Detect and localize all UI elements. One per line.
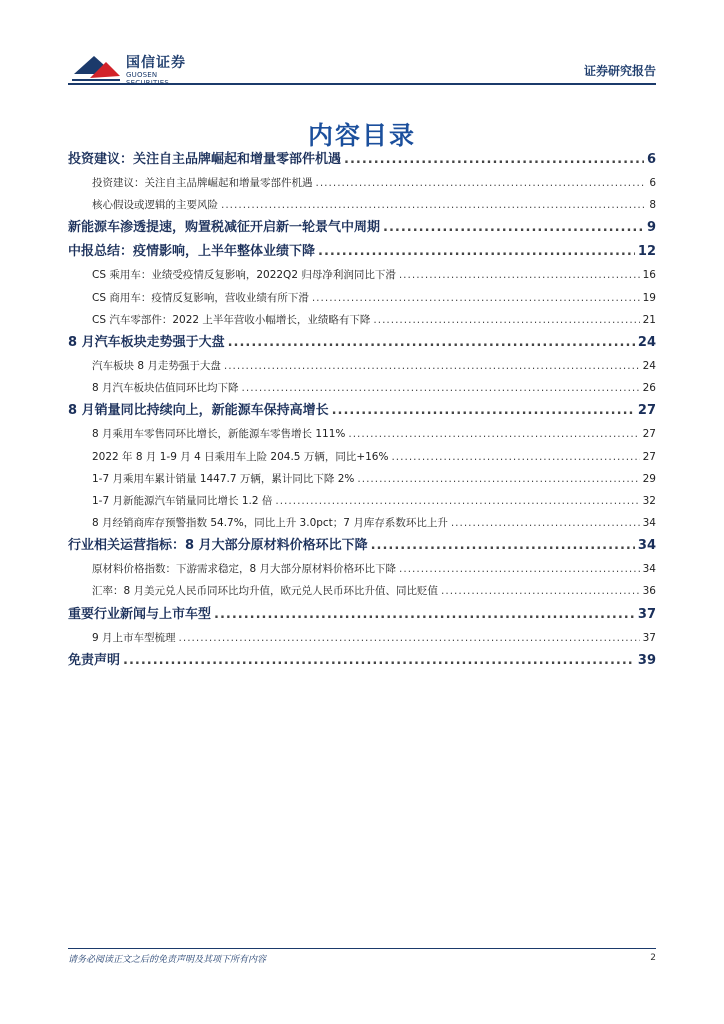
- toc-dot-leader: [383, 216, 644, 240]
- toc-entry-title: 投资建议：关注自主品牌崛起和增量零部件机遇: [68, 152, 342, 167]
- toc-entry-title: 9 月上市车型梳理: [92, 631, 176, 644]
- logo-english-name: GUOSEN: [126, 71, 158, 79]
- toc-entry-page: 26: [642, 382, 656, 395]
- table-of-contents: [68, 148, 656, 673]
- report-type-label: 证券研究报告: [583, 64, 656, 78]
- toc-dot-leader: [399, 558, 640, 580]
- toc-entry-section[interactable]: [68, 216, 656, 240]
- toc-dot-leader: [275, 490, 639, 512]
- disclaimer-note: 请务必阅读正文之后的免责声明及其项下所有内容: [68, 955, 267, 965]
- toc-dot-leader: [179, 627, 640, 649]
- toc-entry-title: 重要行业新闻与上市车型: [68, 606, 212, 622]
- toc-dot-leader: [228, 331, 635, 355]
- toc-entry-page: 27: [637, 403, 656, 419]
- toc-dot-leader: [242, 377, 640, 399]
- toc-entry-page: 37: [642, 631, 656, 644]
- toc-entry-subsection[interactable]: [68, 264, 656, 286]
- toc-entry-page: 9: [646, 220, 656, 236]
- toc-entry-page: 34: [642, 517, 656, 530]
- footer-divider: [68, 948, 656, 949]
- toc-entry-page: 24: [642, 359, 656, 372]
- toc-entry-page: 19: [642, 291, 656, 304]
- toc-dot-leader: [123, 649, 635, 673]
- toc-entry-title: 2022 年 8 月 1-9 月 4 日乘用车上险 204.5 万辆，同比+16%: [92, 450, 389, 463]
- logo-chinese-name: 国信证券: [126, 55, 186, 71]
- toc-entry-title: 8 月汽车板块估值同环比均下降: [92, 382, 239, 395]
- toc-dot-leader: [451, 512, 640, 534]
- toc-entry-title: 8 月销量同比持续向上，新能源车保持高增长: [68, 403, 329, 419]
- toc-entry-title: 1-7 月新能源汽车销量同比增长 1.2 倍: [92, 494, 273, 507]
- toc-entry-title: CS 乘用车：业绩受疫情反复影响，2022Q2 归母净利润同比下滑: [92, 269, 396, 282]
- toc-entry-page: 27: [642, 428, 656, 441]
- toc-dot-leader: [373, 309, 639, 331]
- toc-dot-leader: [357, 468, 639, 490]
- toc-dot-leader: [391, 446, 639, 468]
- toc-dot-leader: [371, 534, 635, 558]
- toc-entry-subsection[interactable]: [68, 172, 656, 194]
- toc-entry-subsection[interactable]: [68, 194, 656, 216]
- toc-title: 内容目录: [307, 121, 416, 150]
- toc-entry-page: 24: [637, 334, 656, 350]
- toc-dot-leader: [318, 240, 635, 264]
- toc-dot-leader: [348, 423, 639, 445]
- toc-entry-title: 汽车板块 8 月走势强于大盘: [92, 359, 221, 372]
- toc-entry-page: 8: [649, 199, 656, 212]
- toc-dot-leader: [441, 580, 640, 602]
- toc-dot-leader: [332, 399, 635, 423]
- toc-entry-section[interactable]: [68, 399, 656, 423]
- toc-entry-section[interactable]: [68, 240, 656, 264]
- page-number: 2: [650, 953, 656, 963]
- toc-dot-leader: [214, 603, 635, 627]
- toc-entry-section[interactable]: [68, 148, 656, 172]
- toc-entry-title: 8 月汽车板块走势强于大盘: [68, 334, 225, 350]
- toc-entry-page: 6: [646, 152, 656, 167]
- toc-entry-subsection[interactable]: [68, 512, 656, 534]
- toc-entry-section[interactable]: [68, 603, 656, 627]
- toc-entry-title: 投资建议：关注自主品牌崛起和增量零部件机遇: [92, 177, 313, 189]
- toc-entry-title: 免责声明: [68, 652, 121, 668]
- toc-entry-page: 37: [637, 606, 656, 622]
- toc-entry-section[interactable]: [68, 331, 656, 355]
- toc-entry-title: CS 商用车：疫情反复影响，营收业绩有所下滑: [92, 291, 309, 304]
- guosen-logo: [68, 50, 198, 86]
- toc-entry-page: 29: [642, 472, 656, 485]
- toc-entry-title: 8 月乘用车零售同环比增长，新能源车零售增长 111%: [92, 428, 346, 441]
- toc-entry-page: 39: [637, 652, 656, 668]
- toc-entry-subsection[interactable]: [68, 468, 656, 490]
- toc-entry-subsection[interactable]: [68, 287, 656, 309]
- guosen-logo-mark: [70, 52, 122, 82]
- toc-entry-title: 行业相关运营指标：8 月大部分原材料价格环比下降: [68, 538, 368, 554]
- toc-entry-title: CS 汽车零部件：2022 上半年营收小幅增长，业绩略有下降: [92, 313, 371, 326]
- toc-entry-subsection[interactable]: [68, 309, 656, 331]
- toc-dot-leader: [224, 355, 640, 377]
- toc-entry-page: 6: [649, 177, 656, 189]
- header-divider: [68, 83, 656, 85]
- toc-dot-leader: [312, 287, 640, 309]
- page-header: [68, 50, 656, 86]
- toc-dot-leader: [344, 148, 644, 172]
- toc-entry-subsection[interactable]: [68, 355, 656, 377]
- toc-entry-title: 核心假设或逻辑的主要风险: [92, 199, 218, 212]
- toc-entry-title: 8 月经销商库存预警指数 54.7%，同比上升 3.0pct；7 月库存系数环比上升: [92, 517, 448, 530]
- toc-entry-subsection[interactable]: [68, 580, 656, 602]
- toc-entry-page: 34: [642, 563, 656, 576]
- toc-dot-leader: [221, 194, 646, 216]
- toc-entry-subsection[interactable]: [68, 423, 656, 445]
- toc-entry-page: 27: [642, 450, 656, 463]
- toc-entry-title: 原材料价格指数：下游需求稳定，8 月大部分原材料价格环比下降: [92, 563, 397, 576]
- toc-entry-title: 新能源车渗透提速，购置税减征开启新一轮景气中周期: [68, 220, 381, 236]
- toc-entry-page: 32: [642, 494, 656, 507]
- toc-entry-title: 中报总结：疫情影响，上半年整体业绩下降: [68, 244, 316, 260]
- toc-entry-title: 1-7 月乘用车累计销量 1447.7 万辆，累计同比下降 2%: [92, 472, 355, 485]
- toc-entry-page: 16: [642, 269, 656, 282]
- toc-entry-subsection[interactable]: [68, 490, 656, 512]
- toc-entry-page: 12: [637, 244, 656, 260]
- toc-entry-title: 汇率：8 月美元兑人民币同环比均升值，欧元兑人民币环比升值、同比贬值: [92, 585, 439, 598]
- toc-entry-section[interactable]: [68, 649, 656, 673]
- toc-entry-page: 36: [642, 585, 656, 598]
- toc-entry-subsection[interactable]: [68, 377, 656, 399]
- toc-entry-subsection[interactable]: [68, 446, 656, 468]
- toc-entry-subsection[interactable]: [68, 627, 656, 649]
- toc-entry-section[interactable]: [68, 534, 656, 558]
- toc-entry-subsection[interactable]: [68, 558, 656, 580]
- toc-entry-page: 21: [642, 313, 656, 326]
- toc-dot-leader: [399, 264, 640, 286]
- toc-dot-leader: [316, 172, 647, 194]
- toc-entry-page: 34: [637, 538, 656, 554]
